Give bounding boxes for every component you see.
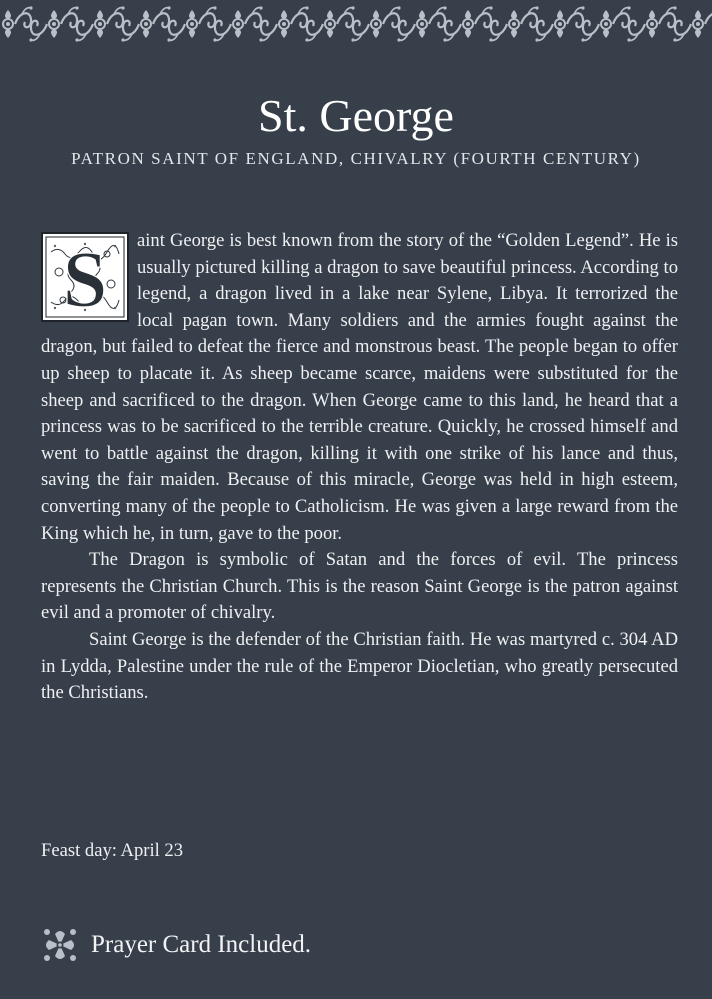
border-motif (187, 6, 231, 41)
ornamental-border (0, 0, 712, 52)
border-motif (463, 6, 507, 41)
prayer-card-label: Prayer Card Included. (91, 931, 312, 958)
border-motif (647, 6, 691, 41)
border-motif (233, 6, 277, 41)
border-motif (693, 6, 712, 41)
border-motif (371, 6, 415, 41)
paragraph-3: Saint George is the defender of the Christian faith. He was martyred c. 304 AD in Lydda, Palestine under the rule of the Emperor Diocletian, who greatly persecuted the Christians. (41, 628, 678, 704)
border-motif (555, 6, 599, 41)
border-motif (325, 6, 369, 41)
paragraph-1 (41, 228, 678, 547)
border-motif (49, 6, 93, 41)
border-motif (601, 6, 645, 41)
biography-text (41, 228, 678, 707)
footer (41, 925, 311, 965)
dropcap-letter: S (62, 236, 108, 322)
feast-day: Feast day: April 23 (41, 840, 184, 861)
border-motif (95, 6, 139, 41)
border-motif (279, 6, 323, 41)
border-motif (3, 6, 47, 41)
border-motif (141, 6, 185, 41)
page-subtitle: PATRON SAINT OF ENGLAND, CHIVALRY (FOURTH CENTURY) (71, 149, 641, 168)
paragraph-2: The Dragon is symbolic of Satan and the forces of evil. The princess represents the Christian Church. This is the reason Saint George is the patron against evil and a promoter of chivalry. (41, 549, 678, 624)
border-motif (417, 6, 461, 41)
paragraph-1-text: aint George is best known from the story of the “Golden Legend”. He is usually pictured killing a dragon to save beautiful princess. According to legend, a dragon lived in a lake near Sylene, Libya. It terrorized the local pagan town. Many soldiers and the armies fought against the dragon, but failed to defeat the fierce and monstrous beast. The people began to offer up sheep to placate it. As sheep became scarce, maidens were substituted for the sheep and sacrificed to the dragon. When George came to this land, he heard that a princess was to be sacrificed to the terrible creature. Quickly, he crossed himself and went to battle against the dragon, killing it with one strike of his lance and thus, saving the fair maiden. Because of this miracle, George was held in high esteem, converting many of the people to Catholicism. He was given a large reward from the King which he, in turn, gave to the poor. (41, 230, 678, 544)
illuminated-dropcap (41, 232, 129, 322)
page-title: St. George (258, 90, 454, 141)
floral-ornament-icon (41, 926, 79, 964)
border-motif (509, 6, 553, 41)
